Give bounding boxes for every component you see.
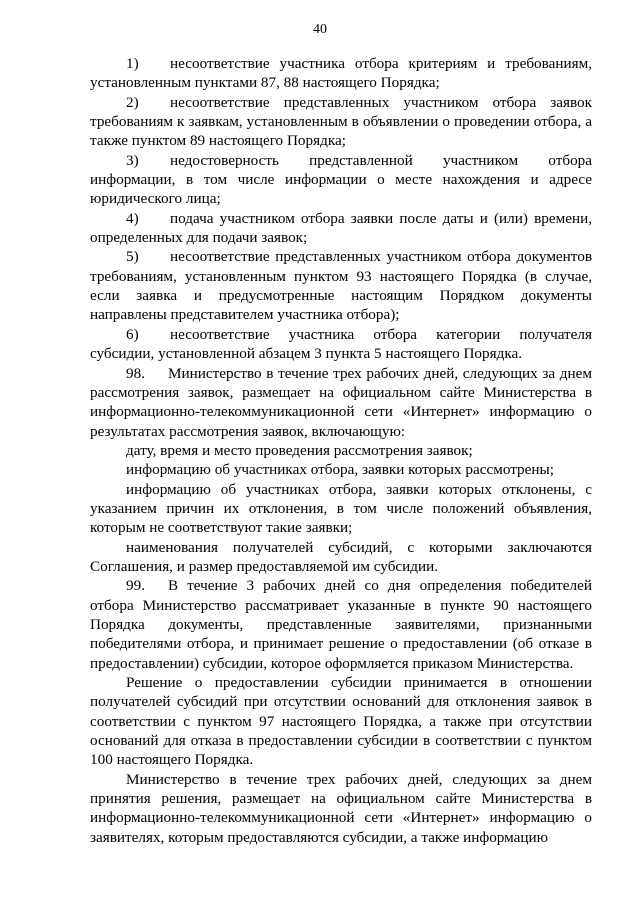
list-item-5: [90, 247, 592, 324]
section-text: В течение 3 рабочих дней со дня определения победителей отбора Министерство рассматривает указанные в пункте 90 настоящего Порядка документы, представленные заявителями, признанными победителями отбора, и принимает решение о предоставлении (об отказе в предоставлении) субсидии, которое оформляется приказом Министерства.: [90, 577, 592, 672]
list-item-text: несоответствие участника отбора критериям и требованиям, установленным пунктами 87, 88 настоящего Порядка;: [90, 55, 592, 92]
section-98-subitem-3: информацию об участниках отбора, заявки которых отклонены, с указанием причин их отклонения, в том числе положений объявления, которым не соответствуют такие заявки;: [90, 480, 592, 537]
list-item-4: [90, 209, 592, 248]
section-text: Министерство в течение трех рабочих дней, следующих за днем рассмотрения заявок, размещает на официальном сайте Министерства в информационно-телекоммуникационной сети «Интернет» информацию о результатах рассмотрения заявок, включающую:: [90, 364, 592, 440]
section-99-paragraph-2: Решение о предоставлении субсидии принимается в отношении получателей субсидий при отсутствии оснований для отклонения заявок в соответствии с пунктом 97 настоящего Порядка, а также при отсутствии оснований для отказа в предоставлении субсидии в соответствии с пунктом 100 настоящего Порядка.: [90, 674, 592, 769]
list-item-number: 5): [126, 248, 139, 266]
document-body: [90, 54, 592, 847]
section-98-paragraph: [90, 364, 592, 441]
list-item-number: 4): [126, 209, 139, 227]
page-number: 40: [313, 22, 327, 37]
list-item-3: [90, 151, 592, 209]
section-number: 98.: [126, 364, 145, 382]
list-item-text: несоответствие представленных участником отбора заявок требованиям к заявкам, установленным в объявлении о проведении отбора, а также пунктом 89 настоящего Порядка;: [90, 93, 592, 150]
list-item-6: [90, 325, 592, 364]
list-item-text: несоответствие участника отбора категории получателя субсидии, установленной абзацем 3 пункта 5 настоящего Порядка.: [90, 325, 592, 363]
list-item-text: недостоверность представленной участником отбора информации, в том числе информации о месте нахождения и адресе юридического лица;: [90, 151, 592, 208]
list-item-text: несоответствие представленных участником отбора документов требованиям, установленным пунктом 93 настоящего Порядка (в случае, если заявка и предусмотренные настоящим Порядком документы направлены представителем участника отбора);: [90, 248, 592, 324]
section-99-paragraph: [90, 576, 592, 673]
list-item-text: подача участником отбора заявки после даты и (или) времени, определенных для подачи заявок;: [90, 209, 592, 247]
section-number: 99.: [126, 577, 145, 595]
list-item-2: [90, 93, 592, 151]
list-item-number: 2): [126, 93, 139, 111]
list-item-number: 6): [126, 325, 139, 343]
section-98-subitem-2: информацию об участниках отбора, заявки которых рассмотрены;: [126, 461, 554, 479]
list-item-number: 1): [126, 55, 139, 72]
list-item-1: [90, 54, 592, 93]
section-99-paragraph-3: Министерство в течение трех рабочих дней, следующих за днем принятия решения, размещает на официальном сайте Министерства в информационно-телекоммуникационной сети «Интернет» информацию о заявителях, которым предоставляются субсидии, а также информацию: [90, 770, 592, 846]
list-item-number: 3): [126, 151, 139, 169]
section-98-subitem-1: дату, время и место проведения рассмотрения заявок;: [126, 441, 473, 459]
section-98-subitem-4: наименования получателей субсидий, с которыми заключаются Соглашения, и размер предоставляемой им субсидии.: [90, 538, 592, 575]
